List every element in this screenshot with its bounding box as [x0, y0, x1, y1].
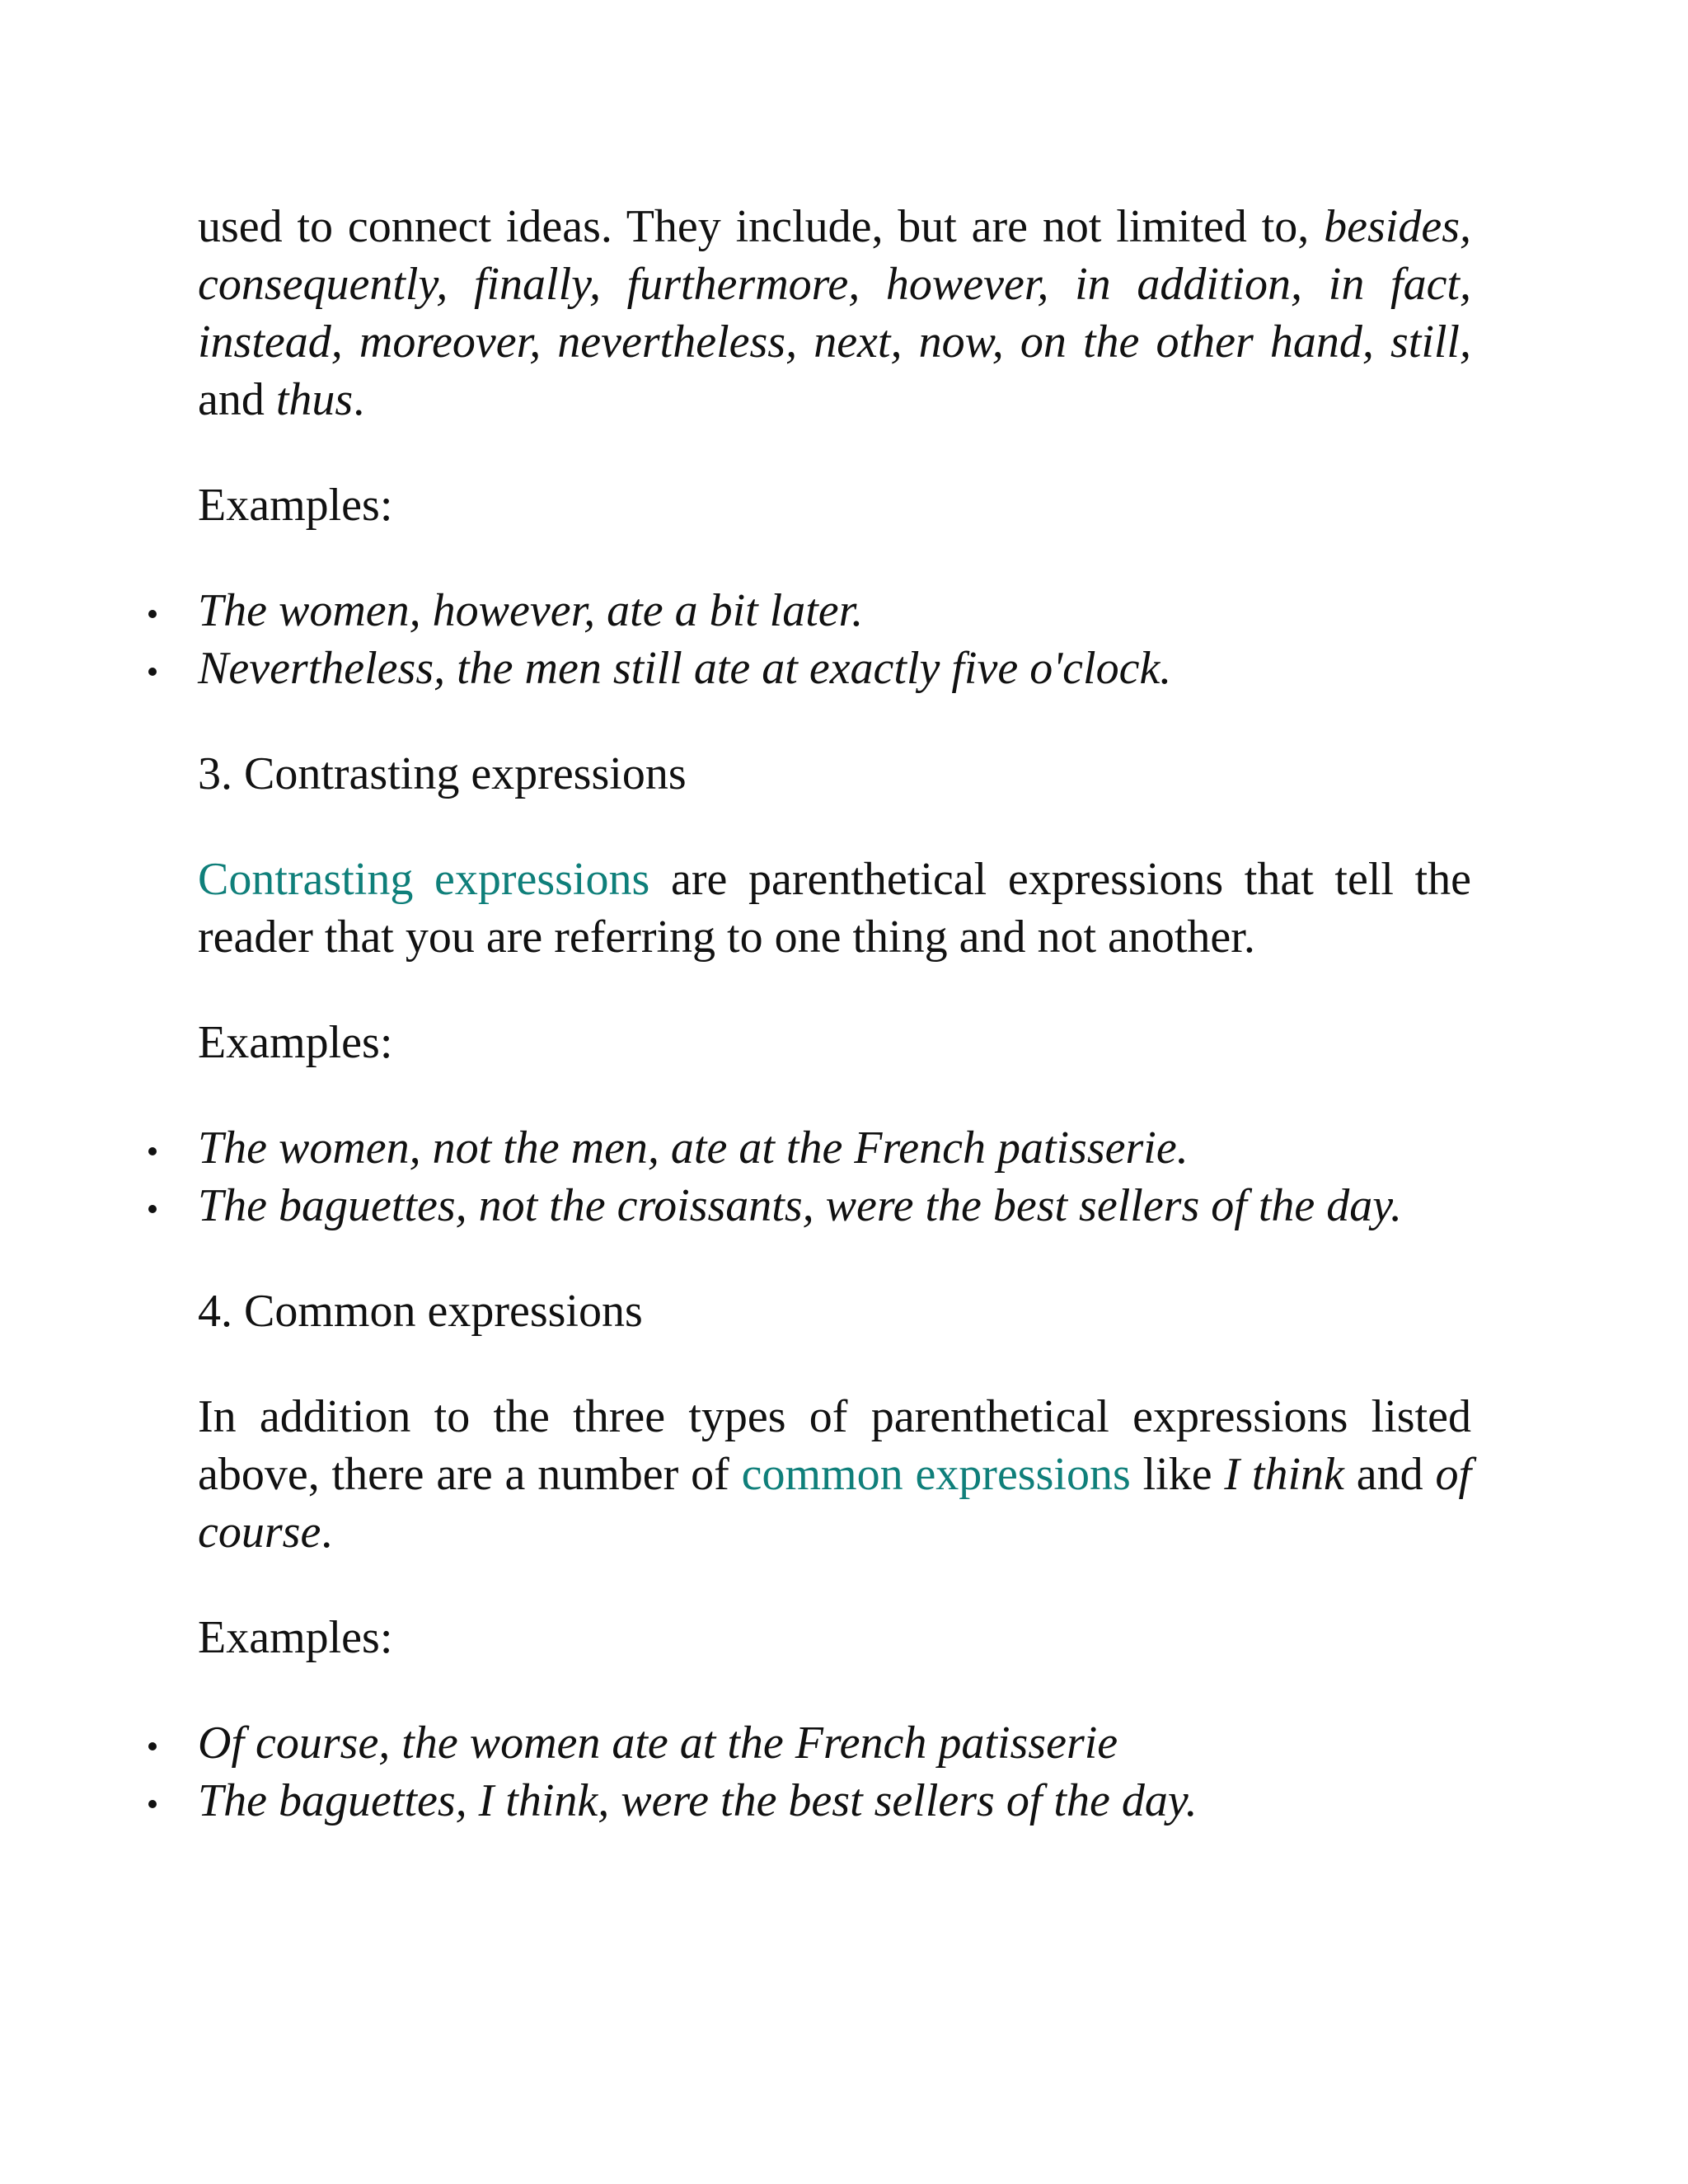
of-course-phrase: of course	[198, 1449, 1471, 1558]
intro-thus: thus	[275, 374, 354, 425]
list-item: Of course, the women ate at the French patisserie	[198, 1714, 1471, 1772]
contrasting-expressions-link[interactable]: Contrasting expressions	[198, 854, 650, 905]
examples-list	[198, 1714, 1471, 1830]
intro-and: and	[198, 374, 265, 425]
intro-paragraph	[198, 198, 1471, 429]
intro-text: used to connect ideas. They include, but are not limited to,	[198, 201, 1310, 252]
intro-period: .	[353, 374, 365, 425]
i-think-phrase: I think	[1224, 1449, 1344, 1500]
list-item: The women, not the men, ate at the French patisserie.	[198, 1119, 1471, 1177]
examples-label: Examples:	[198, 1612, 393, 1663]
examples-list	[198, 582, 1471, 697]
examples-list	[198, 1119, 1471, 1235]
contrasting-paragraph	[198, 851, 1471, 966]
document-page	[198, 198, 1471, 1877]
common-and: and	[1356, 1449, 1423, 1500]
contrasting-body: are parenthetical expressions that tell the reader that you are referring to one thing and not another.	[198, 854, 1472, 963]
common-expressions-link[interactable]: common expressions	[741, 1449, 1131, 1500]
common-period: .	[321, 1507, 333, 1558]
examples-label: Examples:	[198, 480, 393, 531]
common-paragraph	[198, 1388, 1471, 1561]
list-item: Nevertheless, the men still ate at exactly five o'clock.	[198, 640, 1471, 697]
intro-transition-words: besides, consequently, finally, furthermore, however, in addition, in fact, instead, moreover, nevertheless, next, now, on the other hand, still,	[198, 201, 1471, 368]
common-body: In addition to the three types of parenthetical expressions listed above, there are a number of	[198, 1391, 1471, 1500]
list-item: The women, however, ate a bit later.	[198, 582, 1471, 640]
list-item: The baguettes, not the croissants, were the best sellers of the day.	[198, 1177, 1471, 1235]
section-heading: 4. Common expressions	[198, 1286, 643, 1337]
section-heading: 3. Contrasting expressions	[198, 748, 687, 799]
list-item: The baguettes, I think, were the best sellers of the day.	[198, 1772, 1471, 1830]
common-like: like	[1142, 1449, 1212, 1500]
examples-label: Examples:	[198, 1017, 393, 1068]
